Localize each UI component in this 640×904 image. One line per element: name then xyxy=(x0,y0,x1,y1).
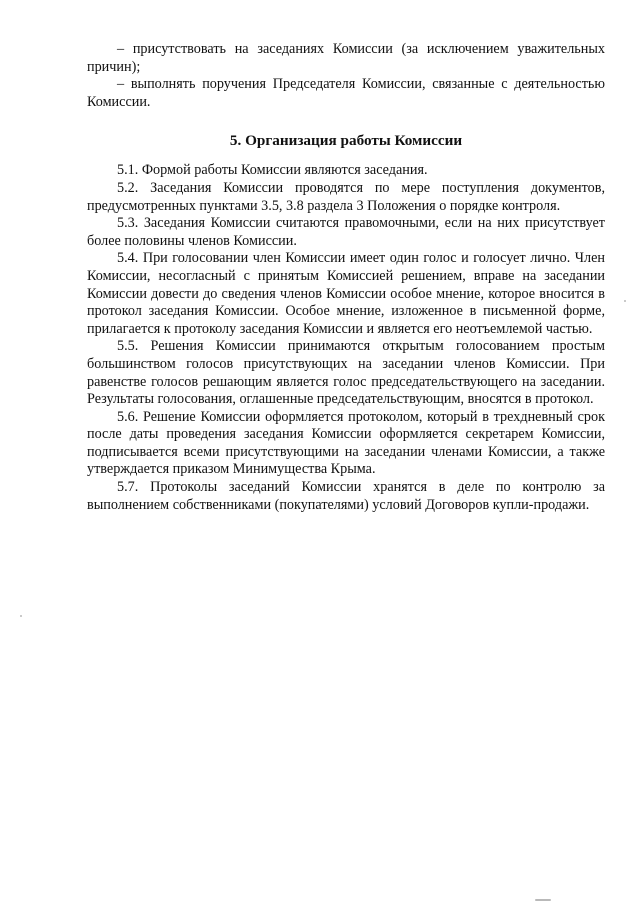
section-title: 5. Организация работы Комиссии xyxy=(229,132,463,150)
paragraph-5-2: 5.2. Заседания Комиссии проводятся по мере поступления документов, предусмотренных пунктами 3.5, 3.8 раздела 3 Положения о порядке контроля. xyxy=(87,179,605,214)
paragraph-5-5: 5.5. Решения Комиссии принимаются открытым голосованием простым большинством голосов присутствующих на заседании членов Комиссии. При равенстве голосов решающим является голос председательствующего на заседании. Результаты голосования, оглашенные председательствующим, вносятся в протокол. xyxy=(87,338,605,408)
scan-speck xyxy=(535,899,551,901)
paragraph-5-7: 5.7. Протоколы заседаний Комиссии хранятся в деле по контролю за выполнением собственниками (покупателями) условий Договоров купли-продажи. xyxy=(87,479,605,513)
document-body xyxy=(87,41,605,514)
paragraph-5-6: 5.6. Решение Комиссии оформляется протоколом, который в трехдневный срок после даты проведения заседания Комиссии оформляется секретарем Комиссии, подписывается всеми присутствующими на заседании членами Комиссии, а также утверждается приказом Минимущества Крыма. xyxy=(87,408,605,478)
intro-paragraph-attend: – присутствовать на заседаниях Комиссии (за исключением уважительных причин); xyxy=(87,41,605,75)
scan-speck xyxy=(624,300,626,302)
paragraph-5-3: 5.3. Заседания Комиссии считаются правомочными, если на них присутствует более половины членов Комиссии. xyxy=(87,215,605,249)
scan-speck xyxy=(20,615,22,617)
paragraph-5-1: 5.1. Формой работы Комиссии являются заседания. xyxy=(117,162,428,179)
paragraph-5-4: 5.4. При голосовании член Комиссии имеет один голос и голосует лично. Член Комиссии, несогласный с принятым Комиссией решением, вправе на заседании Комиссии довести до сведения членов Комиссии особое мнение, которое вносится в протокол заседания Комиссии. Особое мнение, изложенное в письменной форме, прилагается к протоколу заседания Комиссии и является его неотъемлемой частью. xyxy=(87,250,605,337)
intro-paragraph-duties: – выполнять поручения Председателя Комиссии, связанные с деятельностью Комиссии. xyxy=(87,76,605,110)
